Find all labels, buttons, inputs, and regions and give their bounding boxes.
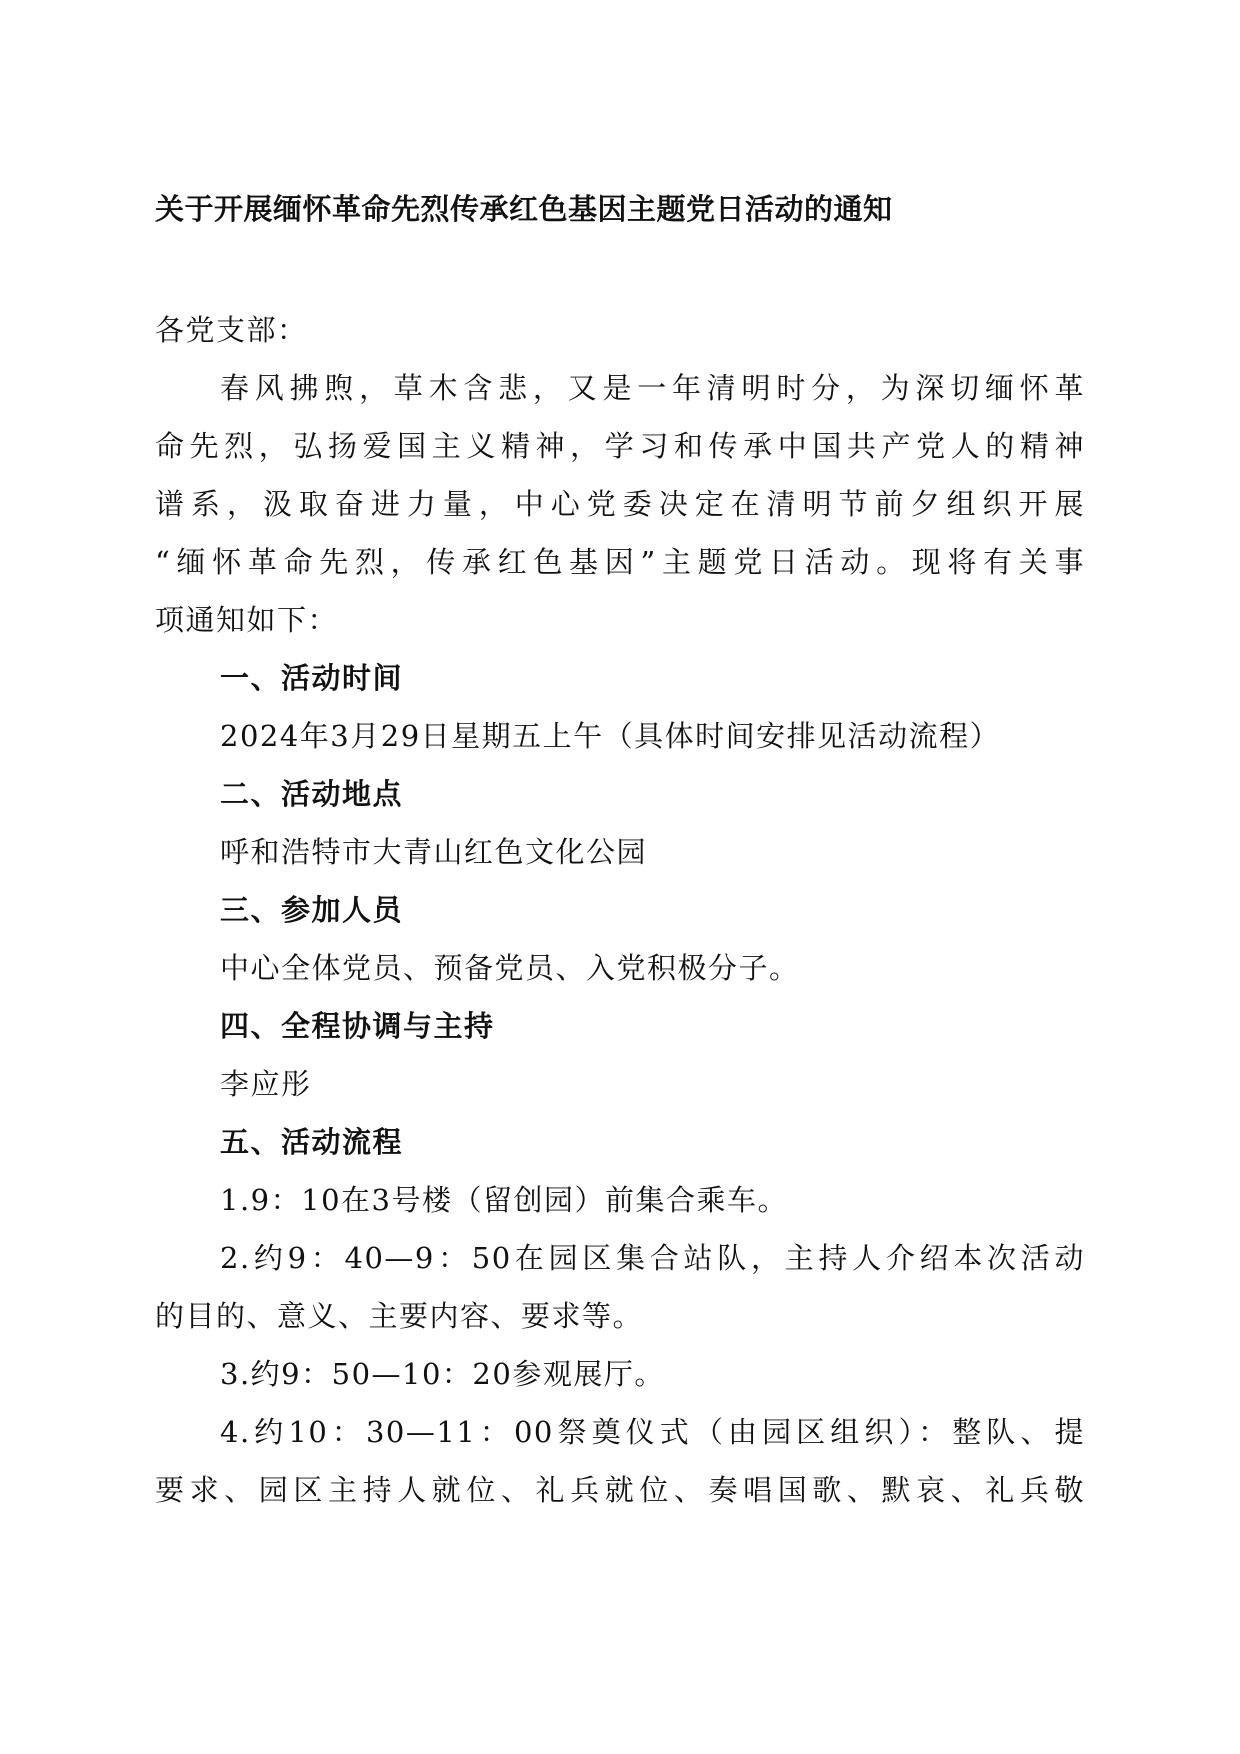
section-value-host: 李应彤	[220, 1067, 312, 1101]
flow-step-2-line-2: 的目的、意义、主要内容、要求等。	[155, 1299, 644, 1333]
flow-step-3: 3.约9：50—10：20参观展厅。	[220, 1357, 665, 1391]
section-value-participants: 中心全体党员、预备党员、入党积极分子。	[220, 951, 800, 985]
section-heading-flow: 五、活动流程	[220, 1125, 404, 1159]
intro-paragraph-line: 项通知如下：	[155, 603, 339, 637]
intro-paragraph-line: 谱系，汲取奋进力量，中心党委决定在清明节前夕组织开展	[155, 487, 1085, 521]
intro-paragraph-line: “缅怀革命先烈，传承红色基因”主题党日活动。现将有关事	[155, 545, 1085, 579]
section-heading-place: 二、活动地点	[220, 777, 404, 811]
section-heading-time: 一、活动时间	[220, 661, 404, 695]
intro-paragraph-line: 命先烈，弘扬爱国主义精神，学习和传承中国共产党人的精神	[155, 429, 1085, 463]
section-heading-participants: 三、参加人员	[220, 893, 404, 927]
intro-paragraph-line: 春风拂煦，草木含悲，又是一年清明时分，为深切缅怀革	[220, 371, 1085, 405]
section-value-time: 2024年3月29日星期五上午（具体时间安排见活动流程）	[220, 719, 1001, 753]
document-title: 关于开展缅怀革命先烈传承红色基因主题党日活动的通知	[155, 192, 893, 226]
flow-step-1: 1.9：10在3号楼（留创园）前集合乘车。	[220, 1183, 788, 1217]
section-heading-host: 四、全程协调与主持	[220, 1009, 495, 1043]
flow-step-4-line-1: 4.约10：30—11：00祭奠仪式（由园区组织）：整队、提	[220, 1415, 1085, 1449]
salutation: 各党支部：	[155, 313, 308, 347]
flow-step-4-line-2: 要求、园区主持人就位、礼兵就位、奏唱国歌、默哀、礼兵敬	[155, 1473, 1085, 1507]
document-body	[155, 301, 1085, 1519]
flow-step-2-line-1: 2.约9：40—9：50在园区集合站队，主持人介绍本次活动	[220, 1241, 1085, 1275]
section-value-place: 呼和浩特市大青山红色文化公园	[220, 835, 648, 869]
